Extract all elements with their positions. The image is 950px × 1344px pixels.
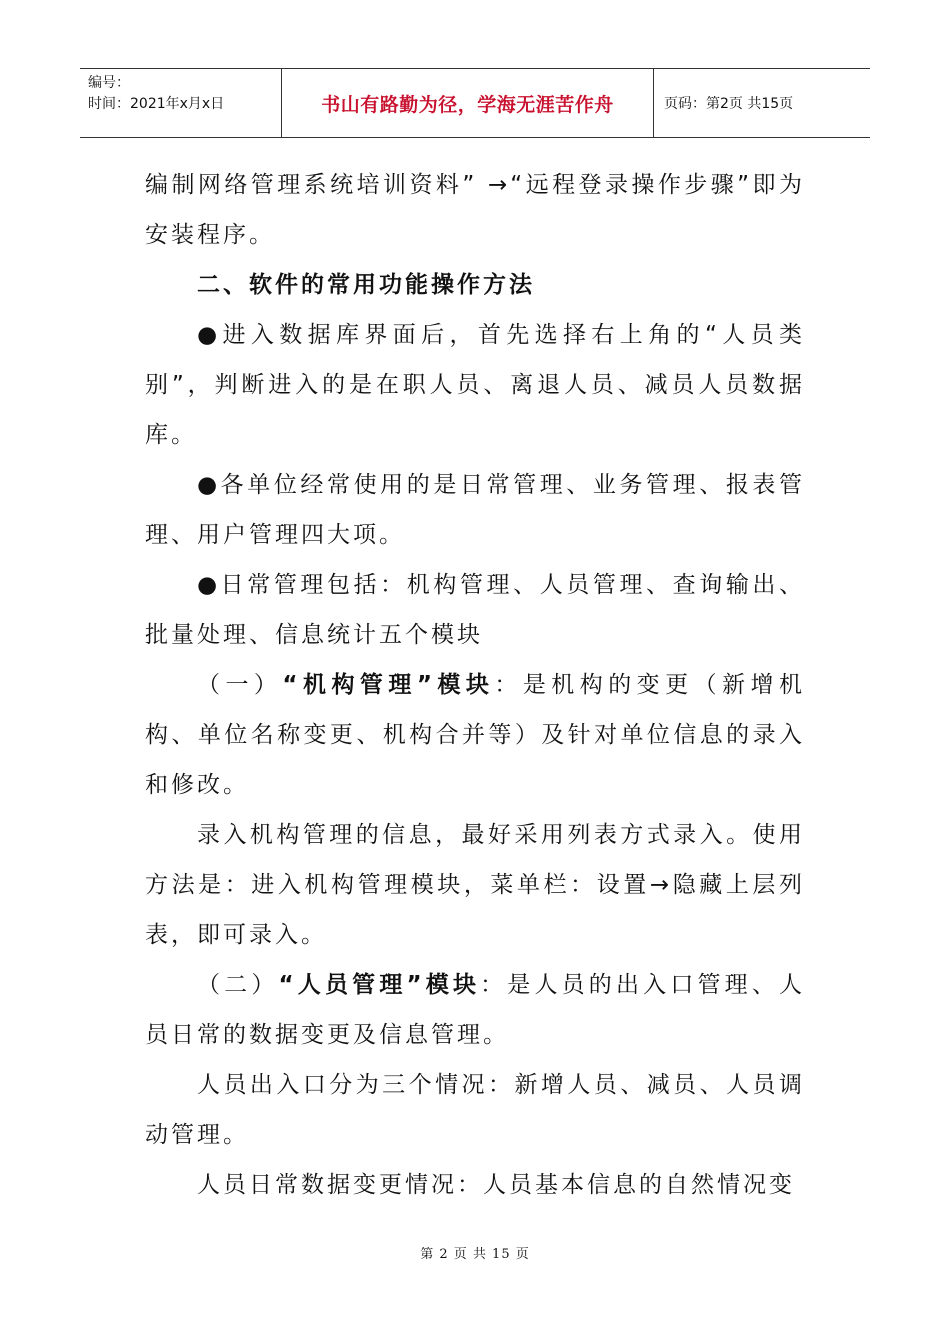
header-motto: 书山有路勤为径，学海无涯苦作舟 [282, 69, 654, 137]
header-time: 时间：2021年x月x日 [88, 96, 225, 112]
header-number: 编号： [88, 75, 130, 91]
subsection-1-prefix: （一） [197, 672, 283, 698]
page-footer: 第 2 页 共 15 页 [420, 1247, 530, 1262]
subsection-staff-management [145, 960, 805, 1060]
paragraph-staff-io: 人员出入口分为三个情况：新增人员、减员、人员调动管理。 [145, 1072, 805, 1148]
subsection-1-text: ：是机构的变更（新增机构、单位名称变更、机构合并等）及针对单位信息的录入和修改。 [145, 672, 806, 798]
subsection-1-title: “机构管理”模块 [282, 672, 495, 698]
bullet-paragraph-2: ●各单位经常使用的是日常管理、业务管理、报表管理、用户管理四大项。 [145, 472, 805, 548]
bullet-paragraph-3: ●日常管理包括：机构管理、人员管理、查询输出、批量处理、信息统计五个模块 [145, 572, 805, 648]
paragraph-org-entry: 录入机构管理的信息，最好采用列表方式录入。使用方法是：进入机构管理模块，菜单栏：设置→隐藏上层列表，即可录入。 [145, 822, 805, 948]
subsection-2-prefix: （二） [197, 972, 279, 998]
paragraph-intro: 编制网络管理系统培训资料” →“远程登录操作步骤”即为安装程序。 [145, 172, 805, 248]
page-header [80, 68, 870, 138]
bullet-paragraph-1: ●进入数据库界面后，首先选择右上角的“人员类别”，判断进入的是在职人员、离退人员、减员人员数据库。 [145, 322, 805, 448]
section-heading: 二、软件的常用功能操作方法 [197, 272, 535, 298]
header-page-info: 页码：第2页 共15页 [664, 96, 794, 112]
subsection-2-text: ：是人员的出入口管理、人员日常的数据变更及信息管理。 [145, 972, 806, 1048]
paragraph-staff-daily: 人员日常数据变更情况：人员基本信息的自然情况变 [197, 1172, 795, 1198]
header-meta [80, 69, 282, 137]
document-body [145, 160, 805, 1210]
subsection-org-management [145, 660, 805, 810]
subsection-2-title: “人员管理”模块 [278, 972, 481, 998]
